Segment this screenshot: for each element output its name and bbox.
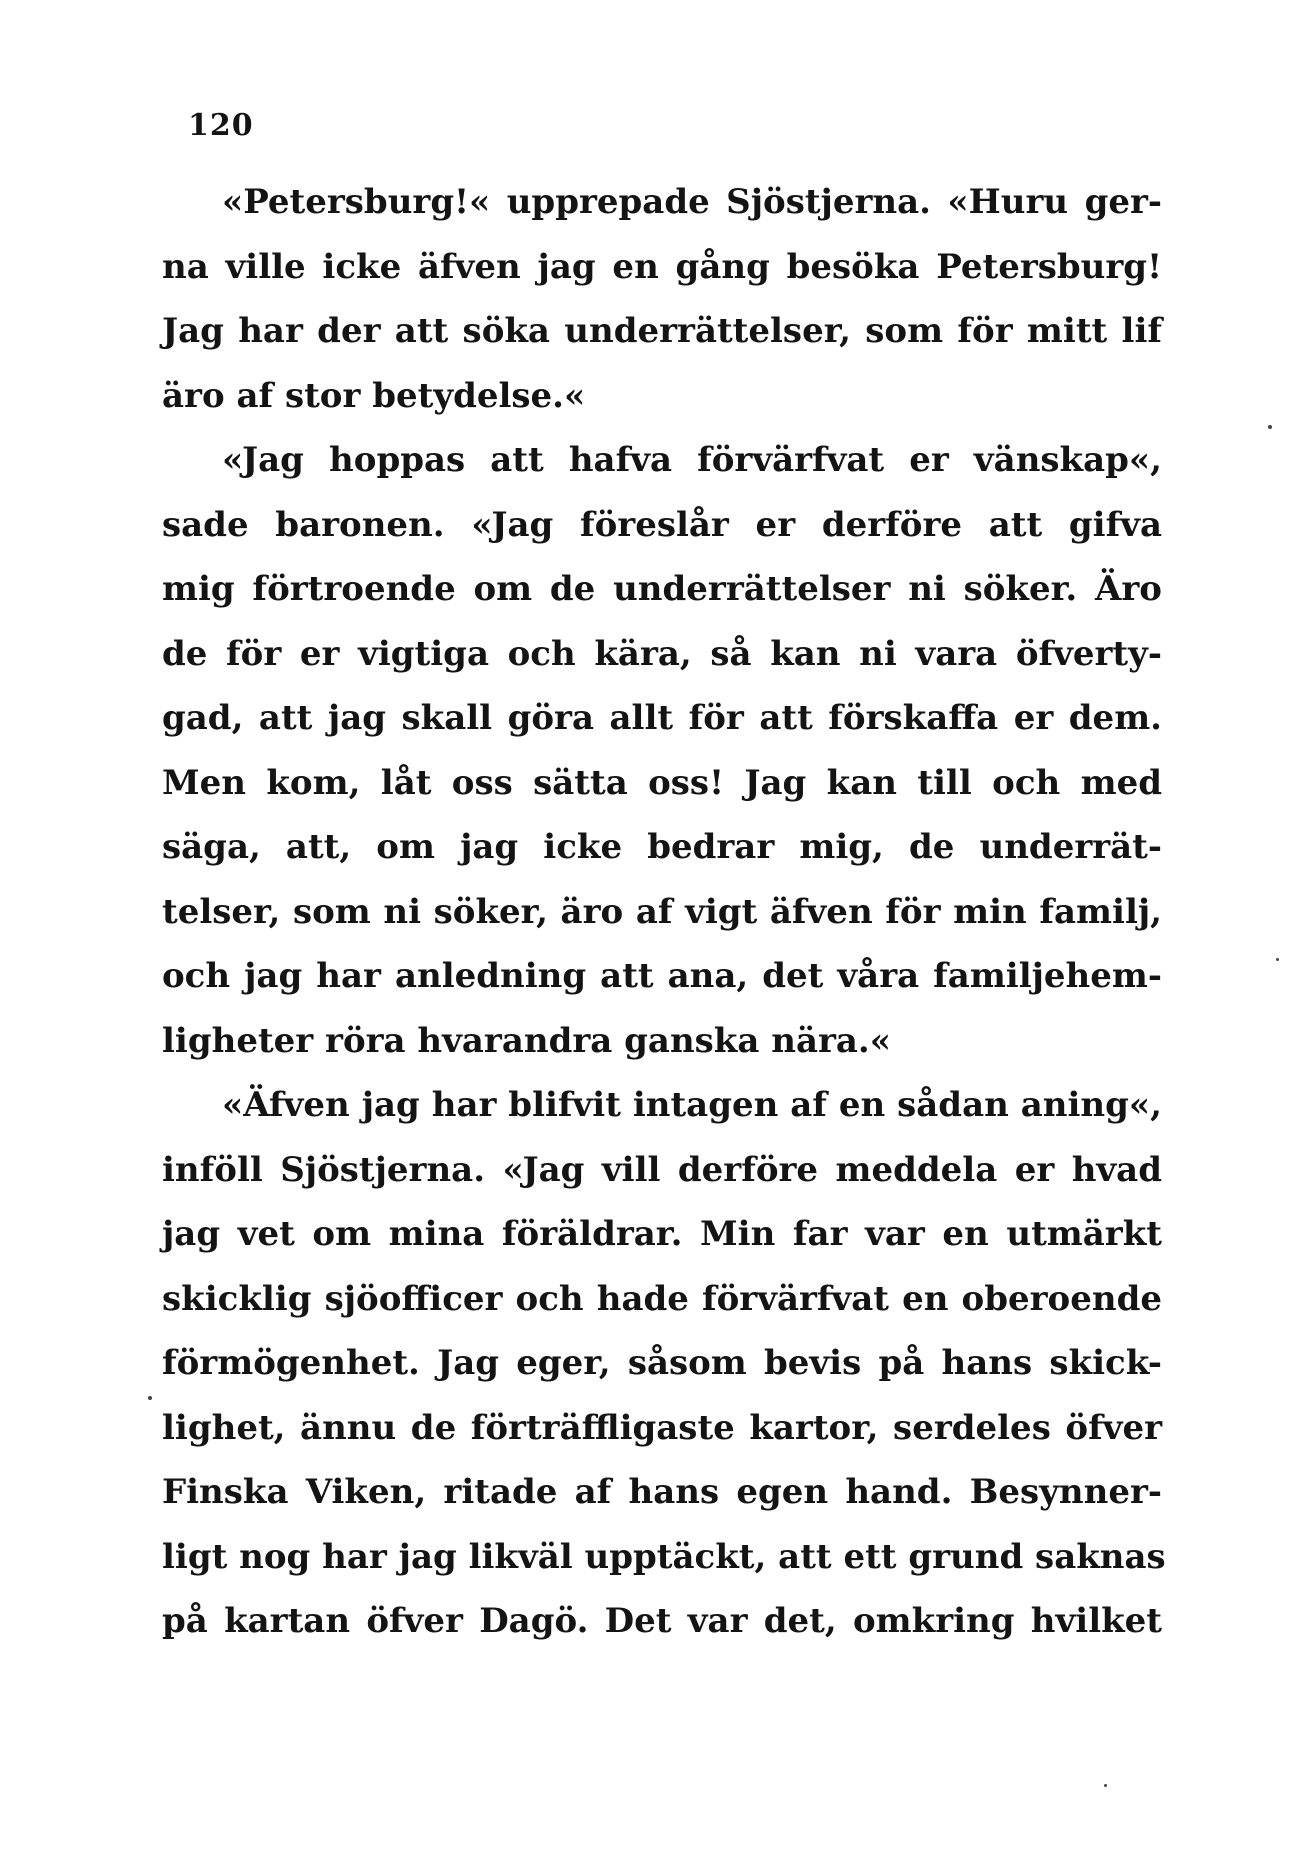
text-line: och jag har anledning att ana, det våra familjehem- — [162, 956, 1162, 996]
text-line: förmögenhet. Jag eger, såsom bevis på hans skick- — [162, 1343, 1162, 1383]
body-text — [162, 170, 1166, 1654]
text-line: säga, att, om jag icke bedrar mig, de underrät- — [162, 827, 1162, 867]
text-line: gad, att jag skall göra allt för att förskaffa er dem. — [162, 698, 1162, 738]
text-line: «Äfven jag har blifvit intagen af en sådan aning«, — [222, 1085, 1162, 1125]
text-line: na ville icke äfven jag en gång besöka Petersburg! — [162, 246, 1162, 287]
text-line: Finska Viken, ritade af hans egen hand. Besynner- — [162, 1472, 1162, 1512]
text-line: de för er vigtiga och kära, så kan ni vara öfverty- — [162, 633, 1162, 674]
text-line: skicklig sjöofficer och hade förvärfvat en oberoende — [162, 1278, 1162, 1319]
text-line: ligt nog har jag likväl upptäckt, att ett grund saknas — [162, 1536, 1166, 1577]
text-line: Jag har der att söka underrättelser, som för mitt lif — [162, 311, 1162, 351]
scan-speck — [1268, 425, 1272, 429]
page-number: 120 — [188, 108, 254, 143]
text-line: «Petersburg!« upprepade Sjöstjerna. «Huru ger- — [222, 182, 1162, 222]
text-line: ligheter röra hvarandra ganska nära.« — [162, 1020, 892, 1061]
scan-speck — [1276, 958, 1279, 961]
text-line: jag vet om mina föräldrar. Min far var en utmärkt — [162, 1214, 1162, 1254]
text-line: inföll Sjöstjerna. «Jag vill derföre meddela er hvad — [162, 1149, 1162, 1190]
scan-speck — [148, 1396, 152, 1400]
text-line: lighet, ännu de förträffligaste kartor, serdeles öfver — [162, 1407, 1162, 1448]
text-line: Men kom, låt oss sätta oss! Jag kan till och med — [162, 762, 1162, 803]
text-line: på kartan öfver Dagö. Det var det, omkring hvilket — [162, 1601, 1162, 1641]
text-line: sade baronen. «Jag föreslår er derföre att gifva — [162, 504, 1162, 545]
text-line: «Jag hoppas att hafva förvärfvat er vänskap«, — [222, 440, 1162, 480]
text-line: äro af stor betydelse.« — [162, 375, 586, 416]
scan-speck — [1104, 1784, 1107, 1787]
text-line: mig förtroende om de underrättelser ni söker. Äro — [162, 569, 1162, 609]
text-line: telser, som ni söker, äro af vigt äfven för min familj, — [162, 891, 1162, 932]
